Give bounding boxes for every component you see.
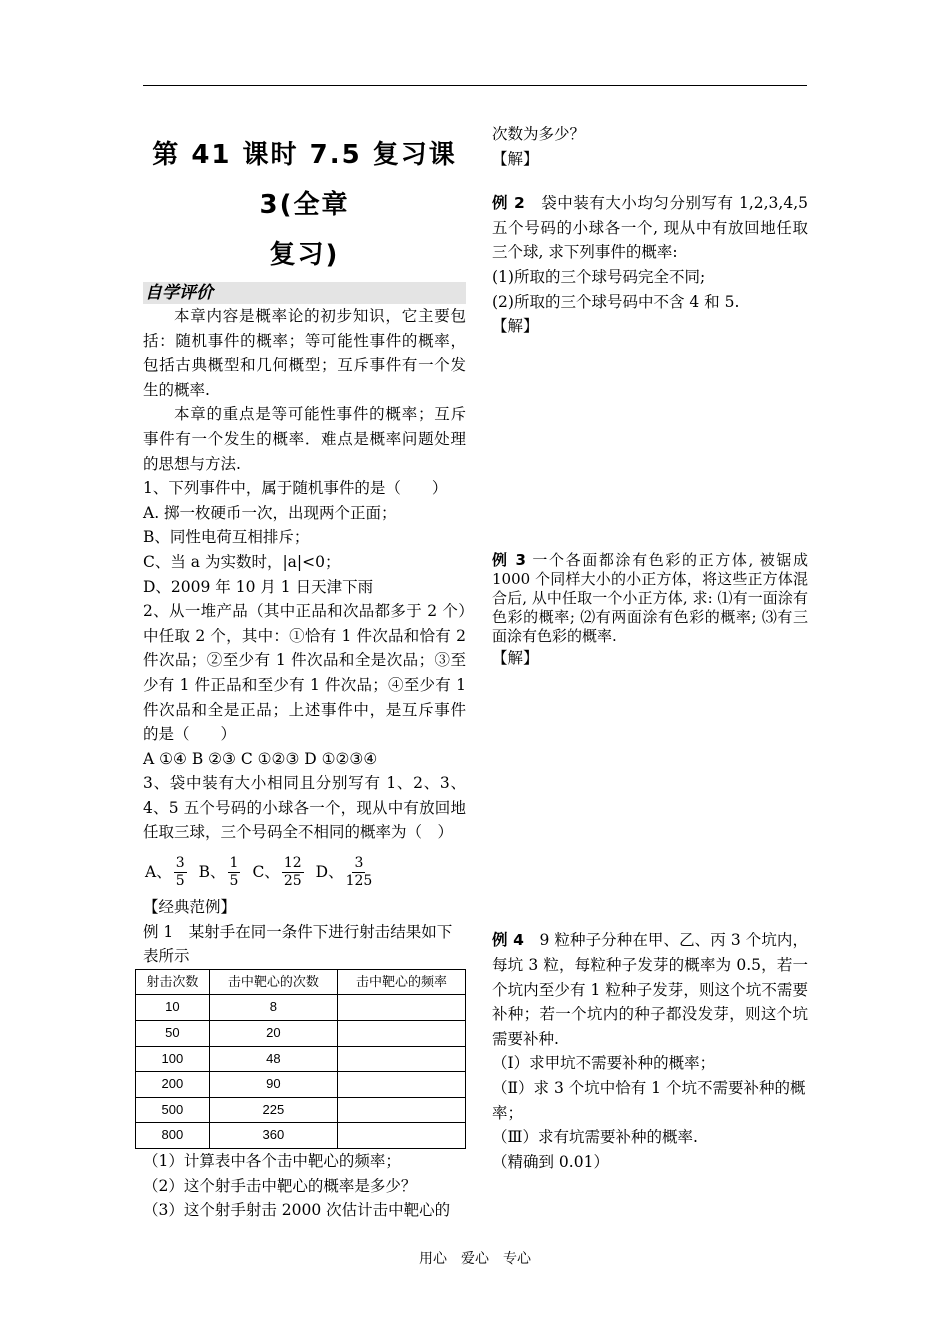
shooting-results-table bbox=[135, 969, 466, 1149]
question-1-option-d: D、2009 年 10 月 1 日天津下雨 bbox=[143, 577, 374, 596]
question-3-options bbox=[143, 849, 466, 895]
table-row bbox=[136, 1046, 466, 1072]
denominator: 25 bbox=[283, 872, 302, 889]
table-header-row bbox=[136, 969, 466, 995]
left-column bbox=[143, 130, 466, 1223]
example-2-text: 袋中装有大小均匀分别写有 1,2,3,4,5 五个号码的小球各一个, 现从中有放回地任取三个球, 求下列事件的概率: bbox=[492, 194, 808, 262]
section-heading: 自学评价 bbox=[143, 282, 466, 304]
option-c-fraction bbox=[282, 855, 304, 890]
table-cell: 100 bbox=[136, 1046, 210, 1072]
table-cell: 800 bbox=[136, 1123, 210, 1149]
title-line-2: 复习) bbox=[269, 240, 340, 270]
right-column bbox=[492, 122, 808, 1174]
table-cell bbox=[337, 1097, 465, 1123]
page-title bbox=[143, 130, 466, 280]
option-a-label: A、 bbox=[145, 862, 172, 881]
question-1-option-b: B、同性电荷互相排斥； bbox=[143, 528, 310, 547]
option-d-label: D、 bbox=[315, 862, 344, 881]
classic-examples-heading: 【经典范例】 bbox=[143, 898, 237, 917]
table-row bbox=[136, 995, 466, 1021]
example-4-text: 9 粒种子分种在甲、乙、丙 3 个坑内，每坑 3 粒，每粒种子发芽的概率为 0.5，若一个坑内至少有 1 粒种子发芽，则这个坑不需要补种；若一个坑内的种子都没发芽，则这个坑需要补种. bbox=[492, 931, 808, 1048]
solution-mark-2: 【解】 bbox=[492, 317, 539, 336]
table-header-cell: 击中靶心的频率 bbox=[337, 969, 465, 995]
example-1-question-1: （1）计算表中各个击中靶心的频率； bbox=[143, 1152, 401, 1170]
numerator: 3 bbox=[354, 854, 364, 871]
example-2-label: 例 2 bbox=[492, 194, 525, 213]
example-4-label: 例 4 bbox=[492, 931, 524, 950]
example-3-text: 一个各面都涂有色彩的正方体, 被锯成 1000 个同样大小的小正方体，将这些正方体混合后, 从中任取一个小正方体, 求: ⑴有一面涂有色彩的概率; ⑵有两面涂有色彩的概率; ⑶有三面涂有色彩的概率. bbox=[492, 550, 808, 645]
table-row bbox=[136, 1123, 466, 1149]
solution-mark-1: 【解】 bbox=[492, 149, 539, 168]
table-cell bbox=[337, 1072, 465, 1098]
example-4-question-1: （Ⅰ）求甲坑不需要补种的概率； bbox=[492, 1054, 716, 1073]
table-cell: 90 bbox=[209, 1072, 337, 1098]
question-3-stem: 3、袋中装有大小相同且分别写有 1、2、3、4、5 五个号码的小球各一个，现从中有放回地任取三球，三个号码全不相同的概率为（ ） bbox=[143, 774, 466, 842]
table-cell: 48 bbox=[209, 1046, 337, 1072]
table-cell: 50 bbox=[136, 1021, 210, 1047]
table-cell bbox=[337, 1123, 465, 1149]
title-line-1: 第 41 课时 7.5 复习课 3(全章 bbox=[152, 140, 457, 220]
example-4-question-2: （Ⅱ）求 3 个坑中恰有 1 个坑不需要补种的概率； bbox=[492, 1078, 806, 1122]
table-row bbox=[136, 1072, 466, 1098]
option-b-label: B、 bbox=[198, 862, 226, 881]
table-cell bbox=[337, 1046, 465, 1072]
table-row bbox=[136, 1097, 466, 1123]
page-footer: 用心 爱心 专心 bbox=[419, 1251, 531, 1267]
example-2 bbox=[492, 191, 808, 265]
example-3-label: 例 3 bbox=[492, 550, 526, 569]
example-1-question-2: （2）这个射手击中靶心的概率是多少？ bbox=[143, 1176, 417, 1195]
option-d-fraction bbox=[346, 855, 373, 890]
answer-space bbox=[492, 339, 808, 551]
numerator: 1 bbox=[229, 854, 239, 871]
option-a-fraction bbox=[174, 855, 187, 890]
example-1-continuation: 次数为多少？ bbox=[492, 125, 586, 143]
answer-space bbox=[492, 670, 808, 928]
table-cell: 10 bbox=[136, 995, 210, 1021]
example-4 bbox=[492, 928, 808, 1051]
table-cell: 20 bbox=[209, 1021, 337, 1047]
example-4-note: （精确到 0.01） bbox=[492, 1152, 609, 1171]
example-4-question-3: （Ⅲ）求有坑需要补种的概率. bbox=[492, 1128, 698, 1147]
table-row bbox=[136, 1021, 466, 1047]
table-cell: 200 bbox=[136, 1072, 210, 1098]
numerator: 12 bbox=[283, 854, 302, 871]
example-2-question-1: (1)所取的三个球号码完全不同; bbox=[492, 267, 706, 286]
question-1-option-a: A. 掷一枚硬币一次，出现两个正面； bbox=[143, 503, 397, 522]
table-cell bbox=[337, 995, 465, 1021]
header-rule bbox=[143, 85, 807, 86]
table-header-cell: 击中靶心的次数 bbox=[209, 969, 337, 995]
example-3 bbox=[492, 551, 808, 646]
table-cell: 225 bbox=[209, 1097, 337, 1123]
example-1-stem: 例 1 某射手在同一条件下进行射击结果如下表所示 bbox=[143, 922, 453, 966]
option-b-fraction bbox=[228, 855, 241, 890]
numerator: 3 bbox=[175, 854, 185, 871]
solution-mark-3: 【解】 bbox=[492, 648, 539, 667]
question-2-options: A ①④ B ②③ C ①②③ D ①②③④ bbox=[143, 749, 378, 768]
denominator: 5 bbox=[175, 872, 185, 889]
denominator: 5 bbox=[229, 872, 239, 889]
table-cell: 360 bbox=[209, 1123, 337, 1149]
question-2-stem: 2、从一堆产品（其中正品和次品都多于 2 个）中任取 2 个，其中：①恰有 1 件次品和恰有 2 件次品；②至少有 1 件次品和全是次品；③至少有 1 件正品和至少有 1 件次品；④至少有 1 件次品和全是正品；上述事件中，是互斥事件的是（ ） bbox=[143, 602, 466, 744]
table-cell: 500 bbox=[136, 1097, 210, 1123]
question-1-stem: 1、下列事件中，属于随机事件的是（ ） bbox=[143, 479, 448, 498]
example-1-question-3: （3）这个射手射击 2000 次估计击中靶心的 bbox=[143, 1201, 451, 1220]
table-cell: 8 bbox=[209, 995, 337, 1021]
option-c-label: C、 bbox=[252, 862, 280, 881]
intro-paragraph-2: 本章的重点是等可能性事件的概率；互斥事件有一个发生的概率．难点是概率问题处理的思想与方法. bbox=[143, 405, 466, 473]
table-header-cell: 射击次数 bbox=[136, 969, 210, 995]
denominator: 125 bbox=[345, 872, 373, 889]
intro-paragraph-1: 本章内容是概率论的初步知识，它主要包括：随机事件的概率；等可能性事件的概率，包括古典概型和几何概型；互斥事件有一个发生的概率. bbox=[143, 307, 466, 399]
table-cell bbox=[337, 1021, 465, 1047]
question-1-option-c: C、当 a 为实数时，|a|<0； bbox=[143, 552, 341, 571]
example-2-question-2: (2)所取的三个球号码中不含 4 和 5. bbox=[492, 292, 740, 311]
